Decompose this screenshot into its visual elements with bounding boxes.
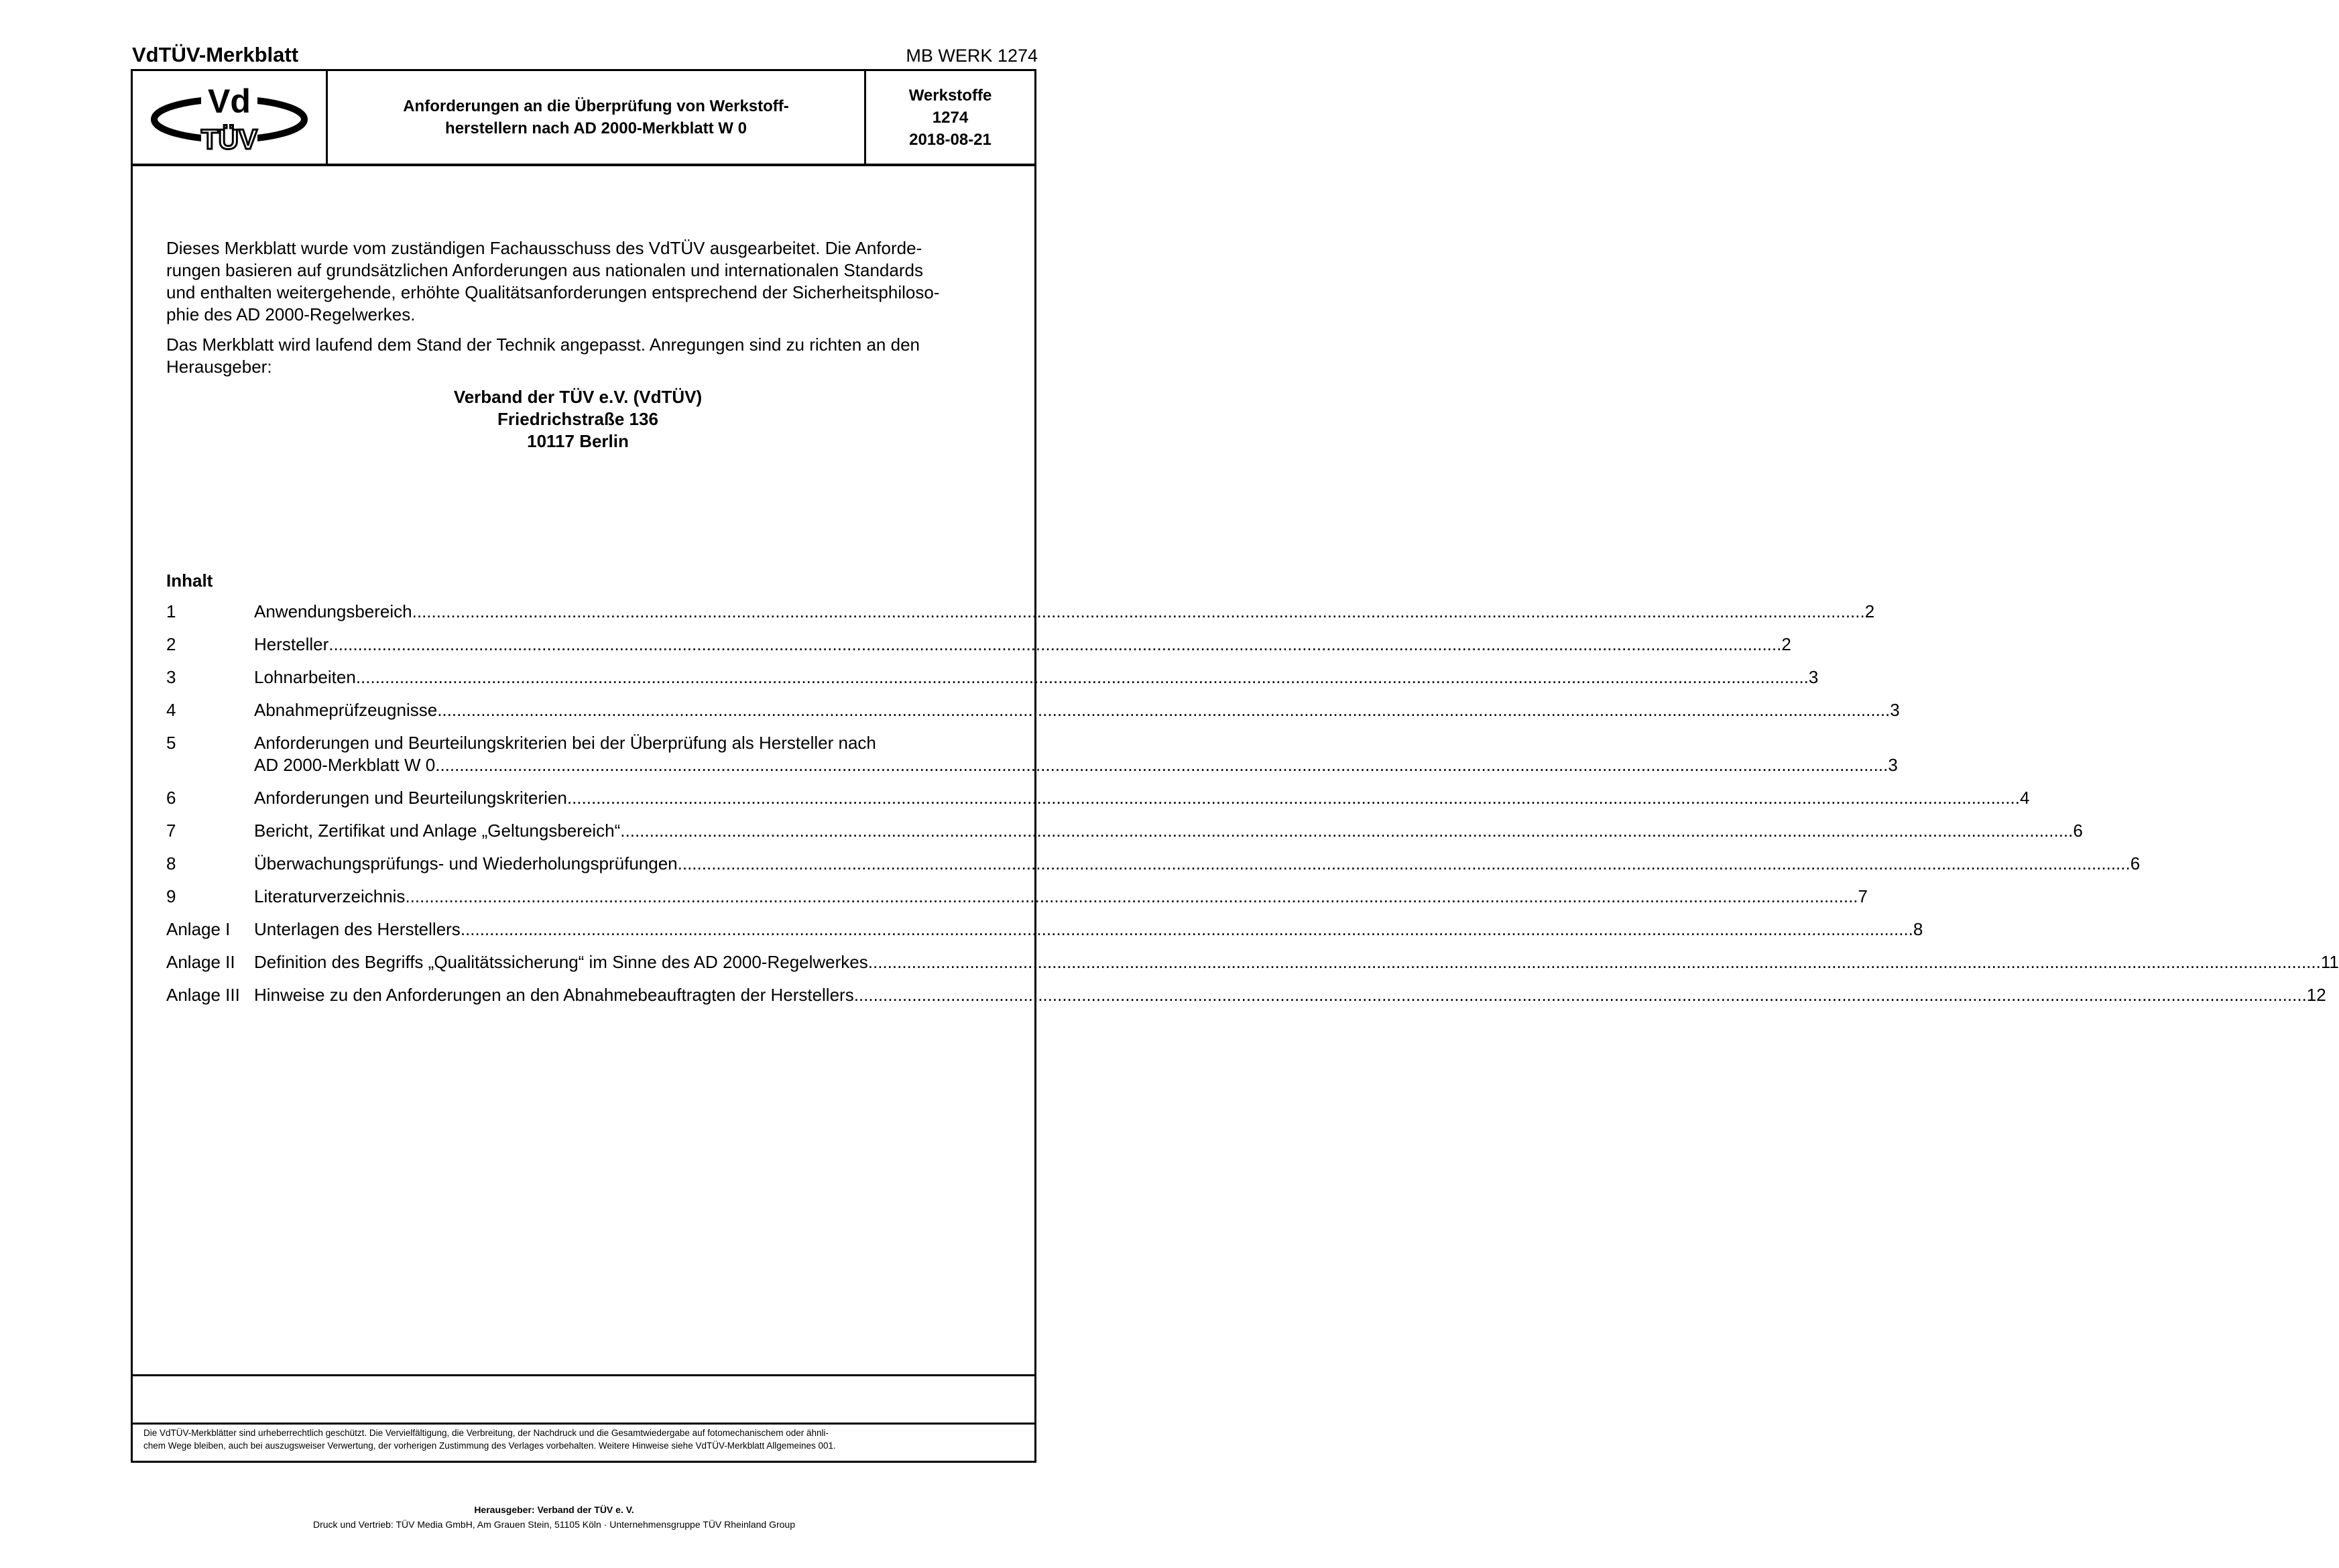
document-date: 2018-08-21 <box>909 130 992 149</box>
toc-leader-dots: ............................................................................................................................................................................................................................................................................................................ <box>867 952 2321 972</box>
toc-entry-page: 11 <box>2320 952 2339 972</box>
toc-leader-dots: ............................................................................................................................................................................................................................................................................................................ <box>677 853 2131 873</box>
doc-code: MB WERK 1274 <box>906 46 1038 66</box>
toc-entry[interactable] <box>166 634 1791 656</box>
toc-entry-number: 6 <box>166 788 176 808</box>
toc-entry-body <box>254 699 1900 721</box>
toc-entry[interactable] <box>166 853 2141 875</box>
toc-entry-page: 6 <box>2073 821 2083 841</box>
toc-leader-dots: ............................................................................................................................................................................................................................................................................................................ <box>460 919 1913 939</box>
toc-entry-body <box>254 918 1923 941</box>
toc-leader-dots: ............................................................................................................................................................................................................................................................................................................ <box>328 634 1782 654</box>
toc-leader-dots: ............................................................................................................................................................................................................................................................................................................ <box>405 886 1858 906</box>
vdtuev-logo <box>133 71 328 164</box>
toc-entry-title: Überwachungsprüfungs- und Wiederholungsprüfungen <box>254 853 678 873</box>
toc-entry-title: Anwendungsbereich <box>254 601 412 621</box>
toc-entry-title: AD 2000-Merkblatt W 0 <box>254 755 436 775</box>
toc-entry-body <box>254 666 1818 688</box>
toc-entry-number: 2 <box>166 634 176 654</box>
document-title <box>328 71 866 164</box>
footer-divider <box>133 1374 1034 1376</box>
toc-entry-title: Literaturverzeichnis <box>254 886 406 906</box>
toc-entry-body <box>254 951 2339 973</box>
copyright-line: chem Wege bleiben, auch bei auszugsweiser Verwertung, der vorherigen Zustimmung des Verlages vorbehalten. Weitere Hinweise siehe VdTÜV-Merkblatt Allgemeines 001. <box>143 1441 836 1451</box>
toc-entry-page: 2 <box>1864 601 1875 621</box>
toc-entry-body <box>254 787 2029 809</box>
toc-entry-body <box>254 634 1791 656</box>
toc-entry-title: Definition des Begriffs „Qualitätssicherung“ im Sinne des AD 2000-Regelwerkes <box>254 952 868 972</box>
brand-title: VdTÜV-Merkblatt <box>132 43 299 66</box>
document-id <box>866 71 1034 164</box>
toc-entry-number: Anlage I <box>166 919 231 939</box>
intro-paragraph-2 <box>166 334 989 378</box>
toc-entry-number: 8 <box>166 853 176 873</box>
toc-entry-page: 3 <box>1808 667 1819 687</box>
publisher-address <box>166 386 989 453</box>
toc-entry-title: Hersteller <box>254 634 329 654</box>
toc-heading: Inhalt <box>166 570 213 591</box>
toc-entry-page: 7 <box>1858 886 1868 906</box>
toc-entry-body <box>254 984 2326 1006</box>
toc-entry-body <box>254 820 2083 842</box>
toc-entry-number: 4 <box>166 700 176 720</box>
intro-line: phie des AD 2000-Regelwerkes. <box>166 304 416 324</box>
toc-entry-number: Anlage III <box>166 985 240 1005</box>
document-frame <box>131 69 2339 1463</box>
toc-entry-title: Hinweise zu den Anforderungen an den Abnahmebeauftragten der Herstellers <box>254 985 854 1005</box>
copyright-line: Die VdTÜV-Merkblätter sind urheberrechtlich geschützt. Die Vervielfältigung, die Verbreitung, der Nachdruck und die Gesamtwiedergabe auf fotomechanischem oder ähnli- <box>143 1428 829 1438</box>
footer-divider <box>133 1423 1034 1425</box>
publisher-line: Herausgeber: Verband der TÜV e. V. <box>474 1504 634 1515</box>
title-line-2: herstellern nach AD 2000-Merkblatt W 0 <box>445 119 747 137</box>
toc-entry-page: 3 <box>1890 700 1900 720</box>
toc-entry-number: 7 <box>166 821 176 841</box>
toc-entry-page: 3 <box>1888 755 1898 775</box>
toc-entry-page: 8 <box>1913 919 1923 939</box>
toc-entry[interactable] <box>166 699 1900 721</box>
toc-entry-title: Unterlagen des Herstellers <box>254 919 461 939</box>
document-number: 1274 <box>932 108 969 127</box>
toc-entry-number: Anlage II <box>166 952 235 972</box>
toc-entry-number: 1 <box>166 601 176 621</box>
toc-entry-title-line: Anforderungen und Beurteilungskriterien bei der Überprüfung als Hersteller nach <box>254 733 876 753</box>
logo-text-vd: Vd <box>208 82 251 120</box>
logo-text-tuev: TÜV <box>201 123 257 155</box>
toc-leader-dots: ............................................................................................................................................................................................................................................................................................................ <box>355 667 1809 687</box>
toc-leader-dots: ............................................................................................................................................................................................................................................................................................................ <box>853 985 2307 1005</box>
toc-entry-body <box>254 732 1898 776</box>
intro-paragraph-1 <box>166 237 989 326</box>
toc-entry-number: 5 <box>166 733 176 753</box>
address-street: Friedrichstraße 136 <box>497 409 658 429</box>
toc-leader-dots: ............................................................................................................................................................................................................................................................................................................ <box>620 821 2074 841</box>
category: Werkstoffe <box>908 86 992 105</box>
toc-leader-dots: ............................................................................................................................................................................................................................................................................................................ <box>437 700 1891 720</box>
intro-line: Das Merkblatt wird laufend dem Stand der Technik angepasst. Anregungen sind zu richten an den <box>166 335 920 355</box>
toc-entry-title: Bericht, Zertifikat und Anlage „Geltungsbereich“ <box>254 821 621 841</box>
intro-line: Herausgeber: <box>166 357 272 377</box>
toc-entry-page: 6 <box>2130 853 2141 873</box>
toc-entry-number: 9 <box>166 886 176 906</box>
copyright-notice <box>143 1427 1015 1452</box>
toc-entry[interactable] <box>166 732 1898 776</box>
toc-entry[interactable] <box>166 951 2339 973</box>
toc-leader-dots: ............................................................................................................................................................................................................................................................................................................ <box>412 601 1865 621</box>
toc-entry-page: 2 <box>1781 634 1791 654</box>
address-org: Verband der TÜV e.V. (VdTÜV) <box>453 387 703 407</box>
intro-line: rungen basieren auf grundsätzlichen Anforderungen aus nationalen und internationalen Standards <box>166 260 923 280</box>
toc-entry-title: Abnahmeprüfzeugnisse <box>254 700 438 720</box>
toc-entry[interactable] <box>166 918 1923 941</box>
vdtuev-logo-graphic <box>149 80 310 154</box>
toc-entry[interactable] <box>166 820 2083 842</box>
toc-entry[interactable] <box>166 886 1868 908</box>
address-city: 10117 Berlin <box>527 431 629 451</box>
header-row <box>133 71 1034 166</box>
toc-entry[interactable] <box>166 601 1875 623</box>
toc-entry-title: Anforderungen und Beurteilungskriterien <box>254 788 567 808</box>
toc-entry-number: 3 <box>166 667 176 687</box>
intro-line: und enthalten weitergehende, erhöhte Qualitätsanforderungen entsprechend der Sicherheitsphiloso- <box>166 282 940 302</box>
toc-entry-body <box>254 601 1874 623</box>
intro-section <box>166 237 989 453</box>
printer-line: Druck und Vertrieb: TÜV Media GmbH, Am Grauen Stein, 51105 Köln · Unternehmensgruppe TÜV Rheinland Group <box>312 1519 796 1530</box>
table-of-contents <box>166 601 2339 1006</box>
title-line-1: Anforderungen an die Überprüfung von Werkstoff- <box>403 97 789 115</box>
toc-entry[interactable] <box>166 666 1819 688</box>
toc-entry-body <box>254 853 2140 875</box>
toc-entry[interactable] <box>166 984 2326 1006</box>
toc-entry-body <box>254 886 1868 908</box>
toc-leader-dots: ............................................................................................................................................................................................................................................................................................................ <box>435 755 1888 775</box>
toc-entry[interactable] <box>166 787 2030 809</box>
toc-entry-page: 4 <box>2019 788 2030 808</box>
toc-leader-dots: ............................................................................................................................................................................................................................................................................................................ <box>566 788 2020 808</box>
toc-entry-page: 12 <box>2306 985 2326 1005</box>
intro-line: Dieses Merkblatt wurde vom zuständigen Fachausschuss des VdTÜV ausgearbeitet. Die Anforde- <box>166 238 922 258</box>
toc-entry-title: Lohnarbeiten <box>254 667 356 687</box>
